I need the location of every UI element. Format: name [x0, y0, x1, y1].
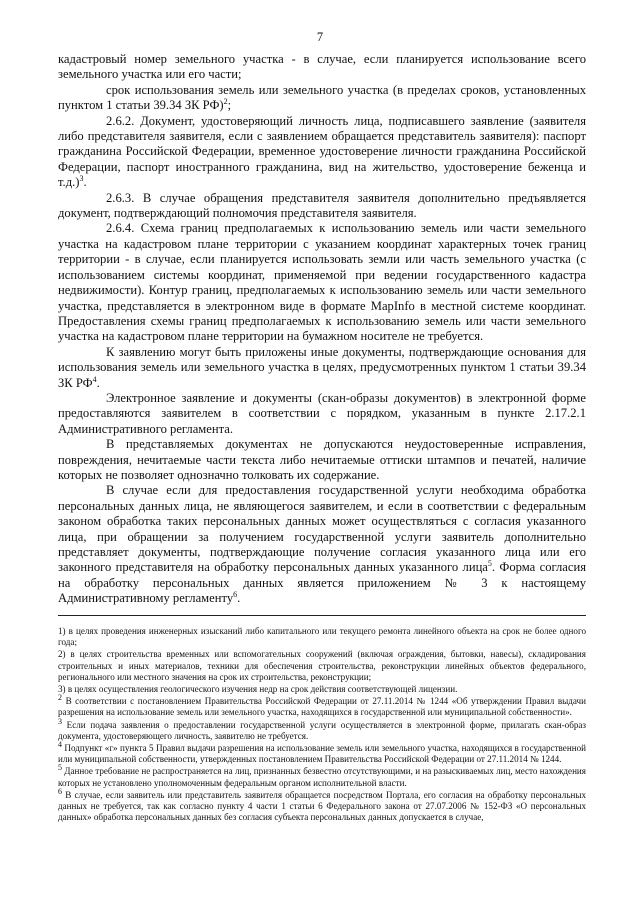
footnote-list-item-3: 3) в целях осуществления геологического изучения недр на срок действия соответствующей лицензии. [58, 684, 458, 695]
paragraph-term-of-use: срок использования земель или земельного участка (в пределах сроков, установленных пунктом 1 статьи 39.34 ЗК РФ)$^2$; [58, 82, 586, 113]
footnote-4: $^4$ Подпункт «г» пункта 5 Правил выдачи разрешения на использование земель или земельного участка, находящихся в государственной или муниципальной собственности, утвержденных постановлением Правительства Российской Федерации от 27.11.2014 № 1244. [58, 740, 586, 765]
footnote-5: $^5$ Данное требование не распространяется на лиц, признанных безвестно отсутствующими, и на разыскиваемых лиц, место нахождения которых не установлено уполномоченным федеральным органом исполнительной власти. [58, 763, 586, 788]
paragraph-2-6-4: 2.6.4. Схема границ предполагаемых к использованию земель или части земельного участка на кадастровом плане территории с указанием координат характерных точек границ территории - в случае, если планируется использовать земли или часть земельного участка (с использованием системы координат, применяемой при ведении государственного кадастра недвижимости). Контур границ, предполагаемых к использованию земель или части земельного участка, представляется в электронном виде в формате MapInfo в местной системе координат. Предоставления схемы границ предполагаемых к использованию земель или части земельного участка на кадастровом плане территории на бумажном носителе не требуется. [58, 221, 586, 344]
paragraph-2-6-2: 2.6.2. Документ, удостоверяющий личность лица, подписавшего заявление (заявителя либо представителя заявителя, если с заявлением обращается представитель заявителя): паспорт гражданина Российской Федерации, временное удостоверение личности гражданина Российской Федерации, паспорт иностранного гражданина, вид на жительство, удостоверение беженца и т.д.)$^3$. [58, 113, 586, 190]
paragraph-electronic-application: Электронное заявление и документы (скан-образы документов) в электронной форме предоставляются заявителем в соответствии с порядком, указанным в пункте 2.17.2.1 Административного регламента. [58, 390, 586, 436]
footnote-ref-3: 3 [79, 174, 84, 184]
footnote-ref-4: 4 [92, 374, 97, 384]
paragraph-corrections: В представляемых документах не допускаются неудостоверенные исправления, повреждения, нечитаемые части текста либо нечитаемые оттиски штампов и печатей, наличие которых не позволяет однозначно толковать их содержание. [58, 437, 586, 482]
paragraph-2-6-3: 2.6.3. В случае обращения представителя заявителя дополнительно предъявляется документ, подтверждающий полномочия представителя заявителя. [58, 190, 586, 221]
paragraph-personal-data: В случае если для предоставления государственной услуги необходима обработка персональных данных лица, не являющегося заявителем, и если в соответствии с федеральным законом обработка таких персональных данных может осуществляться с согласия указанного лица, при обращении за получением государственной услуги заявитель дополнительно представляет документы, подтверждающие получение согласия указанного лица или его законного представителя на обработку персональных данных указанного лица$^5$. Форма согласия на обработку персональных данных является приложением № 3 к настоящему Административному регламенту$^6$. [58, 483, 587, 606]
footnote-list-item-2: 2) в целях строительства временных или вспомогательных сооружений (включая ограждения, бытовки, навесы), складирования строительных и иных материалов, техники для обеспечения строительства, реконструкции линейных объектов федерального, регионального или местного значения на срок их строительства, реконструкции; [58, 649, 586, 682]
footnotes [58, 626, 586, 824]
footnote-divider [58, 615, 586, 616]
paragraph-cadastral-number: кадастровый номер земельного участка - в случае, если планируется использование всего земельного участка или его части; [58, 52, 586, 82]
page-number: 7 [316, 30, 324, 44]
footnote-6: $^6$ В случае, если заявитель или представитель заявителя обращается посредством Портала, его согласия на обработку персональных данных не требуется, так как согласно пункту 4 части 1 статьи 6 Федерального закона от 27.07.2006 № 152-ФЗ «О персональных данных» обработка персональных данных без согласия субъекта персональных данных допускается в случае, [58, 786, 586, 823]
footnote-3: $^3$ Если подача заявления о предоставлении государственной услуги осуществляется в электронной форме, прилагать скан-образ документа, удостоверяющего личность, заявителю не требуется. [58, 716, 586, 741]
footnote-list-item-1: 1) в целях проведения инженерных изысканий либо капитального или текущего ремонта линейного объекта на срок не более одного года; [58, 626, 586, 648]
footnote-ref-6: 6 [233, 590, 238, 600]
footnote-2: $^2$ В соответствии с постановлением Правительства Российской Федерации от 27.11.2014 № 1244 «Об утверждении Правил выдачи разрешения на использование земель или земельного участка, находящихся в государственной или муниципальной собственности». [58, 693, 586, 718]
main-text [58, 52, 586, 607]
paragraph-other-documents: К заявлению могут быть приложены иные документы, подтверждающие основания для использования земель или земельного участка в целях, предусмотренных пунктом 1 статьи 39.34 ЗК $РФ^4$. [58, 344, 586, 390]
footnote-ref-2: 2 [223, 97, 228, 107]
footnote-ref-5: 5 [487, 559, 492, 569]
